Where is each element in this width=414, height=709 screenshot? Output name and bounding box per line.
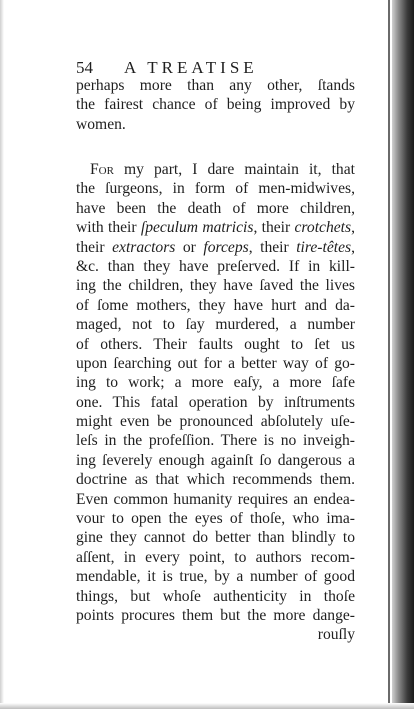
text-line: ing ſeverely enough againſt ſo dangerous a (76, 451, 355, 469)
bottom-scan-edge (0, 703, 414, 709)
italic-term: extractors (112, 238, 176, 256)
text-line: perhaps more than any other, ſtands (76, 77, 355, 94)
italic-term: ſpeculum matricis (140, 219, 254, 237)
italic-term: tire-têtes (296, 238, 352, 256)
catchword: rouſly (317, 626, 355, 644)
book-gutter (392, 0, 414, 709)
text-line: vour to open the eyes of thoſe, who ima- (76, 510, 355, 528)
text-line: with their ſpeculum matricis, their crotchets, (76, 219, 355, 237)
italic-term: crotchets (294, 219, 352, 237)
text-line: &c. than they have preſerved. If in kill- (76, 257, 355, 275)
page-number: 54 (76, 58, 93, 77)
text-line: maged, not to ſay murdered, a number (76, 316, 355, 334)
text-line: of others. Their faults ought to ſet us (76, 335, 355, 353)
text-line: women. (76, 115, 126, 133)
text-line: gine they cannot do better than blindly to (76, 529, 355, 547)
paragraph-continuation (76, 76, 355, 134)
text-line: upon ſearching out for a better way of go- (76, 354, 355, 372)
text-line: mendable, it is true, by a number of good (76, 568, 355, 586)
text-line: For my part, I dare maintain it, that (90, 161, 355, 178)
text-line: of ſome mothers, they have hurt and da- (76, 296, 355, 314)
text-line: their extractors or forceps, their tire-têtes, (76, 238, 355, 256)
text-line: leſs in the profeſſion. There is no inveigh- (76, 432, 355, 450)
italic-term: forceps (203, 238, 249, 256)
gutter-line (388, 0, 390, 709)
left-scan-edge (0, 0, 4, 709)
text-line: might even be pronounced abſolutely uſe- (76, 413, 355, 431)
text-line: doctrine as that which recommends them. (76, 471, 355, 489)
text-line: ing to work; a more eaſy, a more ſafe (76, 374, 355, 392)
text-line: the fairest chance of being improved by (76, 96, 355, 114)
paragraph-main (76, 160, 355, 645)
text-line: Even common humanity requires an endea- (76, 490, 355, 508)
text-line: one. This fatal operation by inſtruments (76, 393, 355, 411)
small-caps-opening: For (90, 161, 114, 178)
text-line: things, but whoſe authenticity in thoſe (76, 587, 355, 605)
text-line: aſſent, in every point, to authors recom- (76, 548, 355, 566)
text-line: ing the children, they have ſaved the lives (76, 277, 355, 295)
text-line: have been the death of more children, (76, 199, 355, 217)
text-line: the ſurgeons, in form of men-midwives, (76, 180, 355, 198)
running-title: A TREATISE (124, 58, 258, 77)
text-line: points procures them but the more dange- (76, 606, 355, 624)
